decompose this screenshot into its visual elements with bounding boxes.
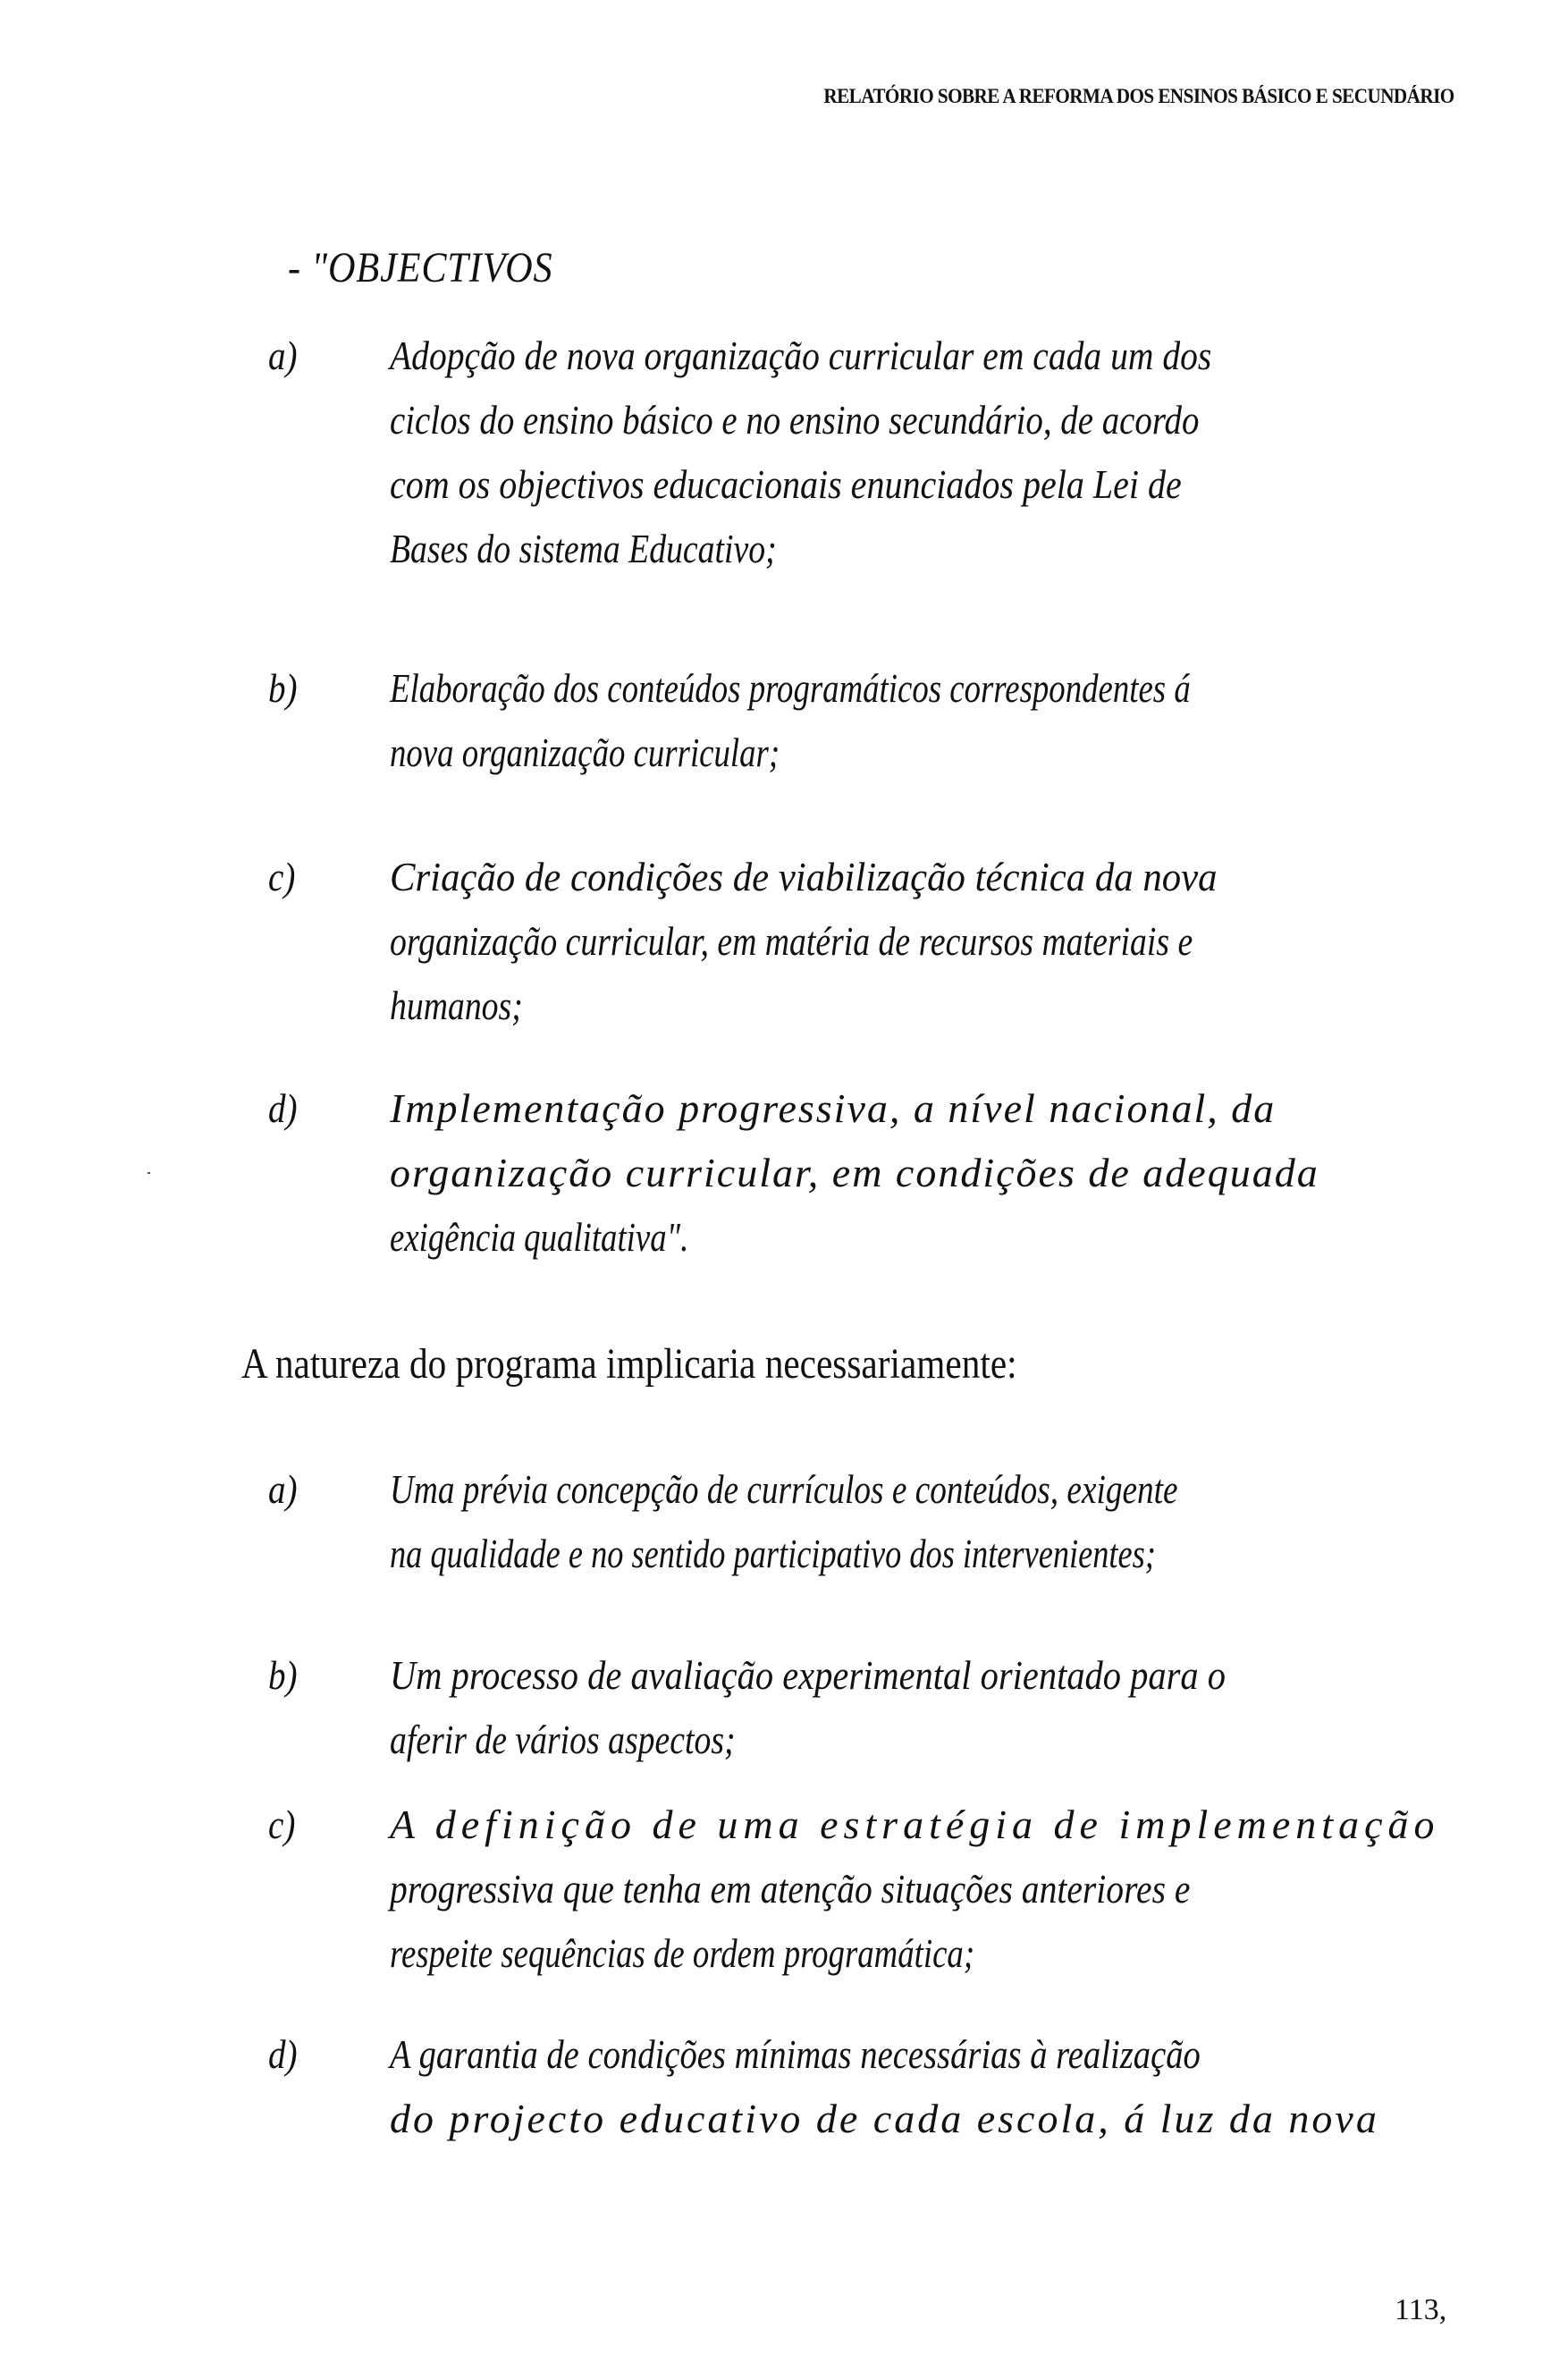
scan-speck — [148, 1172, 150, 1174]
text-line: Elaboração dos conteúdos programáticos correspondentes á — [390, 665, 1191, 711]
text-line: exigência qualitativa". — [390, 1214, 689, 1260]
item-text — [390, 2022, 1446, 2151]
lead-paragraph: A natureza do programa implicaria necessariamente: — [241, 1340, 1017, 1388]
item-label: d) — [268, 2031, 298, 2077]
text-line: Um processo de avaliação experimental orientado para o — [390, 1652, 1226, 1698]
item-text — [390, 1643, 1446, 1772]
item-text — [390, 1793, 1446, 1986]
text-line: Implementação progressiva, a nível nacional, da — [390, 1085, 1277, 1131]
text-line: Adopção de nova organização curricular em cada um dos — [390, 333, 1212, 378]
item-text — [390, 1076, 1446, 1270]
text-line: respeite sequências de ordem programática; — [390, 1930, 975, 1976]
text-line: Bases do sistema Educativo; — [390, 526, 777, 571]
item-text — [390, 845, 1446, 1038]
text-line: Uma prévia concepção de currículos e conteúdos, exigente — [390, 1466, 1178, 1512]
running-header: RELATÓRIO SOBRE A REFORMA DOS ENSINOS BÁSICO E SECUNDÁRIO — [823, 85, 1454, 107]
item-label: a) — [268, 333, 298, 378]
text-line: organização curricular, em condições de adequada — [390, 1150, 1319, 1195]
item-label: b) — [268, 1652, 298, 1698]
item-label: c) — [268, 854, 296, 899]
text-line: na qualidade e no sentido participativo dos intervenientes; — [390, 1531, 1156, 1576]
item-label: d) — [268, 1085, 298, 1131]
text-line: humanos; — [390, 983, 523, 1028]
section-title: - "OBJECTIVOS — [288, 244, 553, 291]
text-line: do projecto educativo de cada escola, á luz da nova — [390, 2096, 1379, 2141]
item-text — [390, 324, 1446, 581]
text-line: nova organização curricular; — [390, 730, 780, 775]
text-line: aferir de vários aspectos; — [390, 1717, 736, 1762]
text-line: organização curricular, em matéria de recursos materiais e — [390, 918, 1193, 964]
item-label: c) — [268, 1802, 296, 1847]
item-text — [390, 1457, 1446, 1586]
text-line: com os objectivos educacionais enunciados pela Lei de — [390, 461, 1182, 507]
text-line: ciclos do ensino básico e no ensino secundário, de acordo — [390, 397, 1200, 443]
item-text — [390, 656, 1446, 785]
text-line: Criação de condições de viabilização técnica da nova — [390, 854, 1218, 899]
text-line: progressiva que tenha em atenção situações anteriores e — [390, 1866, 1191, 1912]
text-line: A garantia de condições mínimas necessárias à realização — [390, 2031, 1201, 2077]
text-line: A definição de uma estratégia de implementação — [390, 1802, 1440, 1847]
item-label: b) — [268, 665, 298, 711]
item-label: a) — [268, 1466, 298, 1512]
page-number: 113, — [1395, 2293, 1447, 2326]
